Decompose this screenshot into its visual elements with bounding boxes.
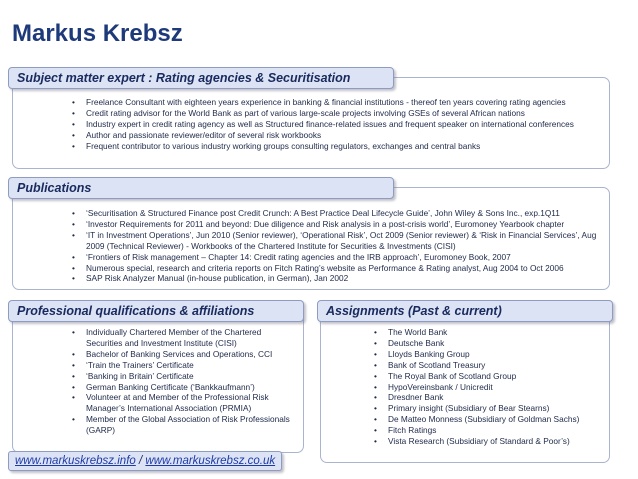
list-item: • Volunteer at and Member of the Professional Risk Manager’s International Association (PRMIA) — [72, 392, 294, 414]
list-item: • The World Bank — [374, 327, 606, 338]
list-item: • Freelance Consultant with eighteen years experience in banking & financial institutions - thereof ten years covering rating agencies — [72, 97, 607, 108]
subject-list — [72, 97, 607, 152]
list-item: • ‘Frontiers of Risk management – Chapter 14: Credit rating agencies and the IRB approach’, Euromoney Book, 2007 — [72, 252, 607, 263]
list-item: • ‘IT in Investment Operations’, Jun 2010 (Senior reviewer), ‘Operational Risk’, Oct 2009 (Senior reviewer) & ‘Risk in Financial Services’, Aug 2009 (Technical Reviewer) - Workbooks of the Chartered Institute for Securities & Investments (CISI) — [72, 230, 607, 252]
list-item: • Member of the Global Association of Risk Professionals (GARP) — [72, 414, 294, 436]
qualifications-header: Professional qualifications & affiliations — [8, 300, 304, 322]
qualifications-list — [72, 327, 294, 436]
list-item: • Vista Research (Subsidiary of Standard & Poor’s) — [374, 436, 606, 447]
list-item: • Primary insight (Subsidiary of Bear Stearns) — [374, 403, 606, 414]
link-separator: / — [135, 455, 146, 467]
list-item: • Bank of Scotland Treasury — [374, 360, 606, 371]
list-item: • Individually Chartered Member of the Chartered Securities and Investment Institute (CISI) — [72, 327, 294, 349]
publications-header: Publications — [8, 177, 394, 199]
list-item: • Bachelor of Banking Services and Operations, CCI — [72, 349, 294, 360]
list-item: • ‘Train the Trainers’ Certificate — [72, 360, 294, 371]
list-item: • Dresdner Bank — [374, 392, 606, 403]
list-item: • Deutsche Bank — [374, 338, 606, 349]
website-links — [8, 451, 282, 471]
list-item: • Frequent contributor to various industry working groups consulting regulators, exchanges and central banks — [72, 141, 607, 152]
list-item: • ‘Investor Requirements for 2011 and beyond: Due diligence and Risk analysis in a post-crisis world’, Euromoney Yearbook chapter — [72, 219, 607, 230]
website-link-co-uk[interactable]: www.markuskrebsz.co.uk — [145, 455, 276, 467]
subject-header: Subject matter expert : Rating agencies & Securitisation — [8, 67, 394, 89]
list-item: • Fitch Ratings — [374, 425, 606, 436]
assignments-list — [374, 327, 606, 447]
list-item: • The Royal Bank of Scotland Group — [374, 371, 606, 382]
list-item: • German Banking Certificate (‘Bankkaufmann’) — [72, 382, 294, 393]
list-item: • ‘Banking in Britain’ Certificate — [72, 371, 294, 382]
list-item: • Lloyds Banking Group — [374, 349, 606, 360]
assignments-header: Assignments (Past & current) — [317, 300, 613, 322]
list-item: • Numerous special, research and criteria reports on Fitch Rating’s website as Performance & Rating analyst, Aug 2004 to Oct 2006 — [72, 263, 607, 274]
website-link-info[interactable]: www.markuskrebsz.info — [15, 455, 136, 467]
list-item: • Industry expert in credit rating agency as well as Structured finance-related issues and frequent speaker on international conferences — [72, 119, 607, 130]
publications-list — [72, 208, 607, 284]
list-item: • ‘Securitisation & Structured Finance post Credit Crunch: A Best Practice Deal Lifecycle Guide’, John Wiley & Sons Inc., exp.1Q11 — [72, 208, 607, 219]
list-item: • Author and passionate reviewer/editor of several risk workbooks — [72, 130, 607, 141]
list-item: • Credit rating advisor for the World Bank as part of various large-scale projects involving GSEs of several African nations — [72, 108, 607, 119]
list-item: • HypoVereinsbank / Unicredit — [374, 382, 606, 393]
list-item: • SAP Risk Analyzer Manual (in-house publication, in German), Jan 2002 — [72, 273, 607, 284]
page-title: Markus Krebsz — [12, 20, 183, 47]
list-item: • De Matteo Monness (Subsidiary of Goldman Sachs) — [374, 414, 606, 425]
